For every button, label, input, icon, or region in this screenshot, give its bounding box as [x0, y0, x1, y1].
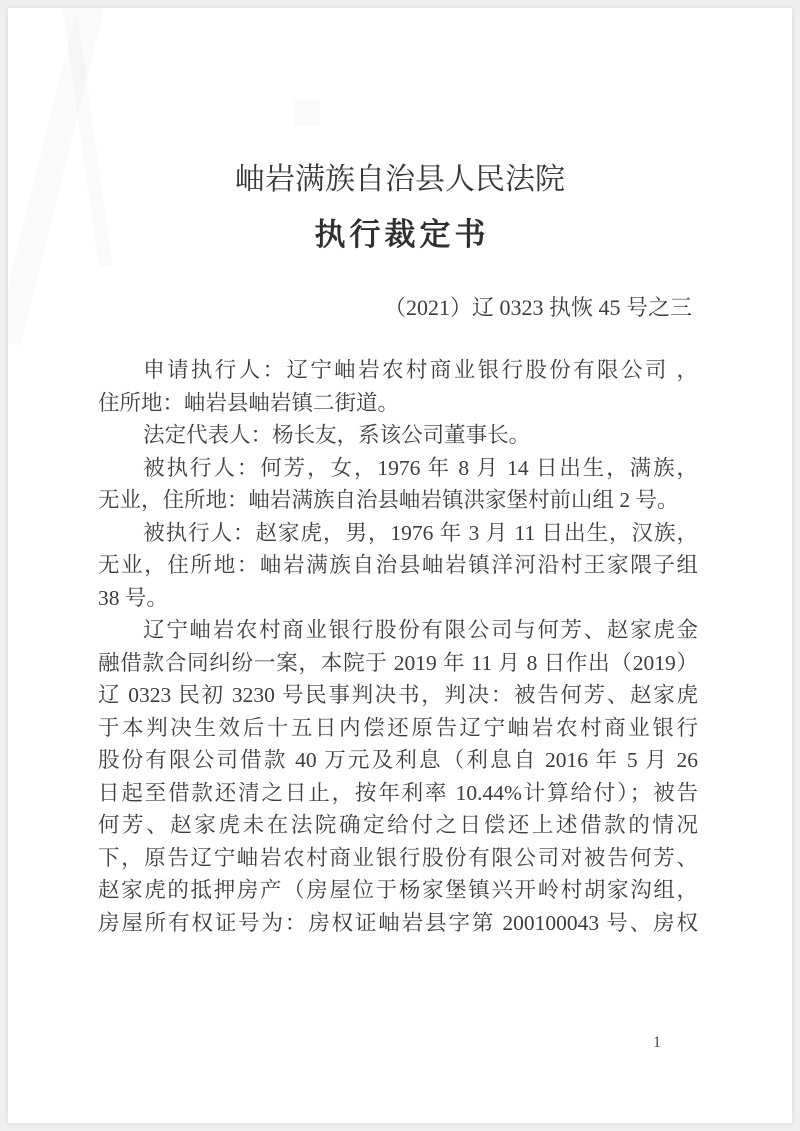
text-line-p5-l2: 融借款合同纠纷一案，本院于 2019 年 11 月 8 日作出（2019）	[98, 650, 698, 675]
text-line-p5-l6: 日起至借款还清之日止，按年利率 10.44%计算给付）；被告	[98, 780, 698, 805]
text-line-p5-l5: 股份有限公司借款 40 万元及利息（利息自 2016 年 5 月 26	[98, 748, 698, 772]
text-line-p4-l2: 无业，住所地：岫岩满族自治县岫岩镇洋河沿村王家隈子组	[98, 553, 698, 577]
text-line-p2-l1: 法定代表人：杨长友，系该公司董事长。	[143, 423, 531, 447]
text-line-p5-l7: 何芳、赵家虎未在法院确定给付之日偿还上述借款的情况	[98, 813, 698, 837]
court-name: 岫岩满族自治县人民法院	[235, 163, 565, 196]
text-line-p5-l9: 赵家虎的抵押房产（房屋位于杨家堡镇兴开岭村胡家沟组，	[98, 878, 698, 902]
text-line-p3-l2: 无业，住所地：岫岩满族自治县岫岩镇洪家堡村前山组 2 号。	[98, 488, 679, 512]
text-line-p5-l8: 下，原告辽宁岫岩农村商业银行股份有限公司对被告何芳、	[98, 845, 698, 870]
text-line-p5-l3: 辽 0323 民初 3230 号民事判决书，判决：被告何芳、赵家虎	[98, 683, 698, 707]
text-line-p1-l1: 申请执行人：辽宁岫岩农村商业银行股份有限公司 ，	[143, 358, 698, 382]
text-line-p5-l4: 于本判决生效后十五日内偿还原告辽宁岫岩农村商业银行	[98, 715, 698, 740]
page-number: 1	[653, 1034, 661, 1051]
scan-artifact	[294, 100, 320, 126]
text-line-p1-l2: 住所地：岫岩县岫岩镇二街道。	[98, 390, 400, 415]
text-line-p4-l3: 38 号。	[98, 585, 168, 610]
text-line-p5-l10: 房屋所有权证号为：房权证岫岩县字第 200100043 号、房权	[98, 910, 698, 935]
document-page	[8, 8, 792, 1123]
document-body	[98, 354, 698, 939]
document-title: 执行裁定书	[314, 217, 490, 252]
text-line-p4-l1: 被执行人：赵家虎，男，1976 年 3 月 11 日出生，汉族，	[143, 520, 698, 545]
text-line-p3-l1: 被执行人：何芳，女，1976 年 8 月 14 日出生，满族，	[143, 455, 698, 480]
case-number: （2021）辽 0323 执恢 45 号之三	[383, 295, 692, 320]
text-line-p5-l1: 辽宁岫岩农村商业银行股份有限公司与何芳、赵家虎金	[143, 618, 698, 642]
